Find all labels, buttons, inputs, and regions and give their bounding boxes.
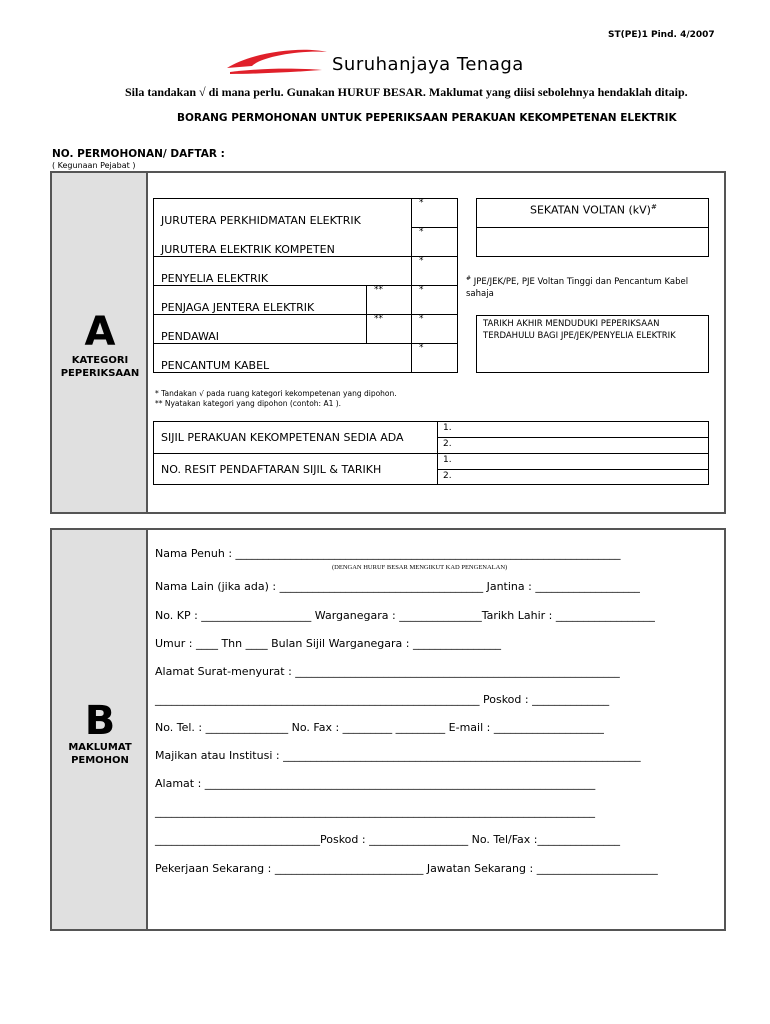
voltage-input[interactable] <box>477 228 708 256</box>
last-exam-label: TARIKH AKHIR MENDUDUKI PEPERIKSAAN TERDAHULU BAGI JPE/JEK/PENYELIA ELEKTRIK <box>483 319 676 341</box>
category-pe: PENYELIA ELEKTRIK <box>161 272 269 285</box>
section-b-sidebar <box>52 530 148 929</box>
application-no-label: NO. PERMOHONAN/ DAFTAR : <box>52 148 225 160</box>
receipt-num-2: 2. <box>443 471 452 481</box>
logo-swoosh-icon <box>222 46 332 76</box>
receipt-num-1: 1. <box>443 455 452 465</box>
mark-2: * <box>419 227 424 237</box>
voltage-note: # JPE/JEK/PE, PJE Voltan Tinggi dan Pencantum Kabel sahaja <box>466 275 689 299</box>
checkbox-pendawai[interactable] <box>412 315 457 342</box>
cert-num-2: 2. <box>443 439 452 449</box>
section-a-letter: A <box>84 309 116 355</box>
category-jpe: JURUTERA PERKHIDMATAN ELEKTRIK <box>161 214 361 227</box>
checkbox-pencantum[interactable] <box>412 344 457 372</box>
category-pje: PENJAGA JENTERA ELEKTRIK <box>161 301 315 314</box>
office-use-note: ( Kegunaan Pejabat ) <box>52 161 136 170</box>
section-a-sidebar <box>52 173 148 512</box>
voltage-label: SEKATAN VOLTAN (kV)# <box>530 203 657 217</box>
checkbox-jpe[interactable] <box>412 199 457 226</box>
category-pendawai: PENDAWAI <box>161 330 220 343</box>
mailing-postcode-field[interactable]: ___________________________________________________________ Poskod : ______________ <box>155 693 610 706</box>
ic-note: (DENGAN HURUF BESAR MENGIKUT KAD PENGENALAN) <box>332 564 508 571</box>
cert-num-1: 1. <box>443 423 452 433</box>
checkbox-pe[interactable] <box>412 257 457 284</box>
ic-nationality-dob-field[interactable]: No. KP : ____________________ Warganegara : _______________Tarikh Lahir : __________________ <box>155 609 655 622</box>
mark-pendawai-double: ** <box>374 314 383 324</box>
age-citizenship-field[interactable]: Umur : ____ Thn ____ Bulan Sijil Warganegara : ________________ <box>155 637 501 650</box>
instruction: Sila tandakan √ di mana perlu. Gunakan HURUF BESAR. Maklumat yang diisi sebolehnya hendaklah ditaip. <box>125 85 688 99</box>
phone-fax-email-field[interactable]: No. Tel. : _______________ No. Fax : _________ _________ E-mail : ____________________ <box>155 721 604 734</box>
section-b-letter: B <box>84 698 116 744</box>
employer-address-line2[interactable]: ________________________________________________________________________________ <box>155 805 595 818</box>
mark-6: * <box>419 343 424 353</box>
other-name-gender-field[interactable]: Nama Lain (jika ada) : _____________________________________ Jantina : ___________________ <box>155 580 640 593</box>
mark-3: * <box>419 256 424 266</box>
mark-1: * <box>419 198 424 208</box>
page-title: BORANG PERMOHONAN UNTUK PEPERIKSAAN PERAKUAN KEKOMPETENAN ELEKTRIK <box>177 112 677 124</box>
cert-input-2[interactable] <box>455 438 708 452</box>
checkbox-pje[interactable] <box>412 286 457 313</box>
category-jek: JURUTERA ELEKTRIK KOMPETEN <box>161 243 335 256</box>
receipt-input-1[interactable] <box>455 454 708 468</box>
section-b-label: MAKLUMAT PEMOHON <box>68 742 132 766</box>
logo <box>222 46 602 76</box>
section-a-label: KATEGORI PEPERIKSAAN <box>60 355 140 379</box>
employer-address-field[interactable]: Alamat : _______________________________________________________________________ <box>155 777 596 790</box>
cert-label: SIJIL PERAKUAN KEKOMPETENAN SEDIA ADA <box>161 431 404 444</box>
occupation-position-field[interactable]: Pekerjaan Sekarang : ___________________________ Jawatan Sekarang : ______________________ <box>155 862 658 875</box>
logo-text: Suruhanjaya Tenaga <box>332 54 524 75</box>
full-name-field[interactable]: Nama Penuh : ______________________________________________________________________ <box>155 547 621 560</box>
note-tick: * Tandakan √ pada ruang kategori kekompetenan yang dipohon. <box>155 389 397 398</box>
category-pencantum: PENCANTUM KABEL <box>161 359 270 372</box>
note-specify: ** Nyatakan kategori yang dipohon (contoh: A1 ). <box>155 399 342 408</box>
receipt-label: NO. RESIT PENDAFTARAN SIJIL & TARIKH <box>161 463 382 476</box>
checkbox-jek[interactable] <box>412 228 457 255</box>
mark-5: * <box>419 314 424 324</box>
mark-pje-double: ** <box>374 285 383 295</box>
cert-input-1[interactable] <box>455 422 708 436</box>
mark-4: * <box>419 285 424 295</box>
form-code: ST(PE)1 Pind. 4/2007 <box>608 30 715 40</box>
employer-field[interactable]: Majikan atau Institusi : _________________________________________________________________ <box>155 749 641 762</box>
receipt-input-2[interactable] <box>455 470 708 484</box>
mailing-address-field[interactable]: Alamat Surat-menyurat : ___________________________________________________________ <box>155 665 620 678</box>
employer-postcode-tel-field[interactable]: ______________________________Poskod : __________________ No. Tel/Fax :_______________ <box>155 833 620 846</box>
